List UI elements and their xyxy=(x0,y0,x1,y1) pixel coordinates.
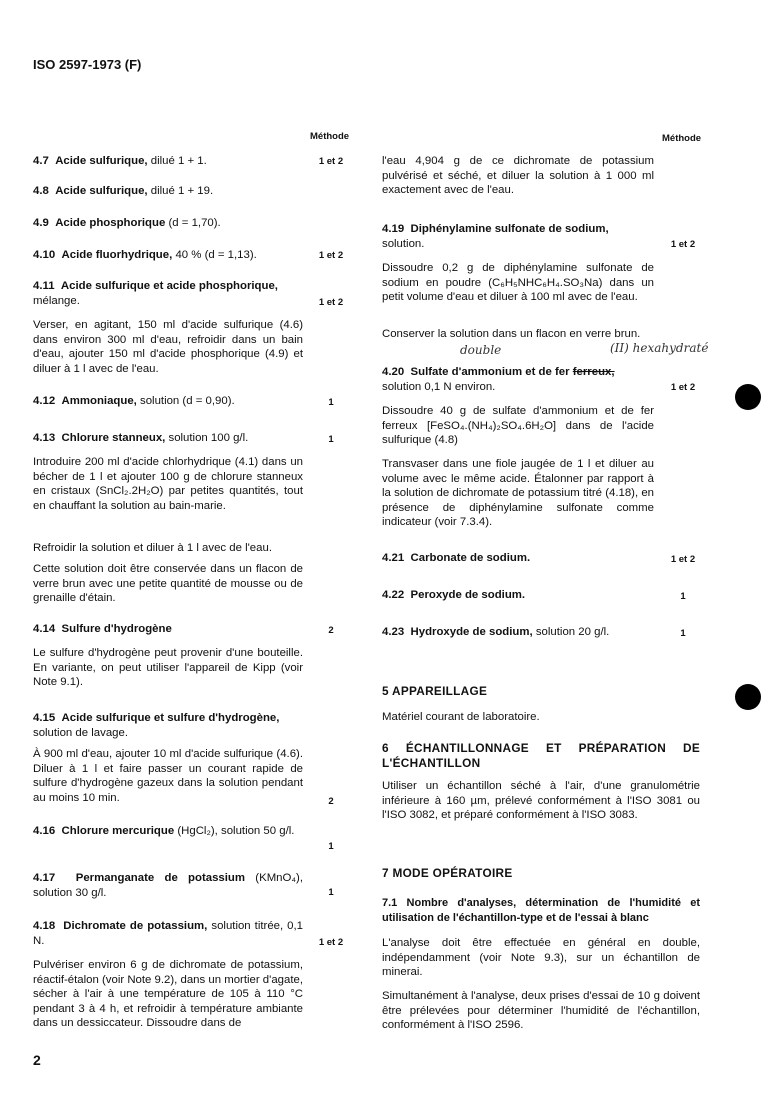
methode-4-14: 2 xyxy=(328,625,334,636)
item-4-20-heading: 4.20 Sulfate d'ammonium et de fer ferreux, solution 0,1 N environ. xyxy=(382,366,615,393)
item-4-14-body: Le sulfure d'hydrogène peut provenir d'une bouteille. En variante, on peut utiliser l'appareil de Kipp (voir Note 9.1). xyxy=(33,647,303,688)
item-4-13-body-1: Introduire 200 ml d'acide chlorhydrique (4.1) dans un bécher de 1 l et ajouter 100 g de chlorure stanneux en cristaux (SnCl₂.2H₂O) par petites quantités, tout en chauffant la solution au bain-marie. xyxy=(33,456,303,512)
page-number: 2 xyxy=(33,1052,41,1068)
methode-4-12: 1 xyxy=(328,397,334,408)
document-header: ISO 2597-1973 (F) xyxy=(33,57,142,72)
item-4-19-heading: 4.19 Diphénylamine sulfonate de sodium, solution. xyxy=(382,223,609,250)
item-4-21: 4.21 Carbonate de sodium. xyxy=(382,552,531,564)
item-4-18-heading: 4.18 Dichromate de potassium, solution titrée, 0,1 N. xyxy=(33,920,304,947)
item-4-15-heading: 4.15 Acide sulfurique et sulfure d'hydrogène, solution de lavage. xyxy=(33,712,280,739)
methode-4-16: 1 xyxy=(328,841,334,852)
methode-column-label-left: Méthode xyxy=(310,131,350,142)
item-4-11-body: Verser, en agitant, 150 ml d'acide sulfurique (4.6) dans environ 300 ml d'eau, refroidir dans un bain d'eau, ajouter 150 ml d'acide phosphorique (4.9) et diluer à 1 l avec de l'eau. xyxy=(33,319,303,375)
item-4-7: 4.7 Acide sulfurique, dilué 1 + 1. xyxy=(33,155,207,167)
item-4-9: 4.9 Acide phosphorique (d = 1,70). xyxy=(33,217,221,229)
item-4-13-heading: 4.13 Chlorure stanneux, solution 100 g/l. xyxy=(33,432,249,444)
methode-4-21: 1 et 2 xyxy=(670,554,696,565)
item-4-13-body-3: Cette solution doit être conservée dans un flacon de verre brun avec une petite quantité de mousse ou de grenaille d'étain. xyxy=(33,563,303,604)
item-4-10: 4.10 Acide fluorhydrique, 40 % (d = 1,13). xyxy=(33,249,257,261)
methode-4-22: 1 xyxy=(680,591,686,602)
section-7-1-title: 7.1 Nombre d'analyses, détermination de l'humidité et utilisation de l'échantillon-type et de l'essai à blanc xyxy=(382,897,700,924)
item-4-18-continuation: l'eau 4,904 g de ce dichromate de potassium pulvérisé et séché, et diluer la solution à 1 000 ml exactement avec de l'eau. xyxy=(382,155,654,196)
punch-hole-top xyxy=(735,384,761,410)
item-4-19-body-2: Conserver la solution dans un flacon en verre brun. xyxy=(382,328,641,340)
item-4-23: 4.23 Hydroxyde de sodium, solution 20 g/l. xyxy=(382,626,610,638)
section-6-title: 6 ÉCHANTILLONNAGE ET PRÉPARATION DE L'ÉCHANTILLON xyxy=(382,741,700,770)
item-4-13-body-2: Refroidir la solution et diluer à 1 l avec de l'eau. xyxy=(33,542,272,554)
methode-column-label-right: Méthode xyxy=(662,133,702,144)
section-5-body: Matériel courant de laboratoire. xyxy=(382,711,540,723)
section-7-1-body-2: Simultanément à l'analyse, deux prises d'essai de 10 g doivent être prélevées pour déterminer l'humidité de l'échantillon, conformément à l'ISO 2596. xyxy=(382,990,700,1031)
handwritten-annotation-double: double xyxy=(460,343,502,357)
item-4-22: 4.22 Peroxyde de sodium. xyxy=(382,589,526,601)
item-4-19-body-1: Dissoudre 0,2 g de diphénylamine sulfonate de sodium en poudre (C₆H₅NHC₆H₄.SO₃Na) dans un petit volume d'eau et diluer à 100 ml avec de l'eau. xyxy=(382,262,654,303)
punch-hole-bottom xyxy=(735,684,761,710)
item-4-11-heading: 4.11 Acide sulfurique et acide phosphorique, mélange. xyxy=(33,280,278,307)
handwritten-annotation-hexahydrate: (II) hexahydraté xyxy=(610,341,709,355)
item-4-17: 4.17 Permanganate de potassium (KMnO₄), solution 30 g/l. xyxy=(33,872,303,899)
struck-text-ferreux: ferreux, xyxy=(572,366,615,378)
item-4-14-heading: 4.14 Sulfure d'hydrogène xyxy=(33,623,172,635)
methode-4-18: 1 et 2 xyxy=(318,937,344,948)
section-5-title: 5 APPAREILLAGE xyxy=(382,684,488,698)
item-4-8: 4.8 Acide sulfurique, dilué 1 + 19. xyxy=(33,185,214,197)
item-4-18-body: Pulvériser environ 6 g de dichromate de potassium, réactif-étalon (voir Note 9.2), dans un mortier d'agate, sécher à l'air à une température de 105 à 110 °C pendant 3 à 4 h, et refroidir à température ambiante dans un dessiccateur. Dissoudre dans de xyxy=(33,959,303,1029)
methode-4-10: 1 et 2 xyxy=(318,250,344,261)
section-6-body: Utiliser un échantillon séché à l'air, d'une granulométrie inférieure à 160 µm, prélevé conformément à l'ISO 3081 ou l'ISO 3082, et préparé conformément à l'ISO 3083. xyxy=(382,780,700,821)
methode-4-11: 1 et 2 xyxy=(318,297,344,308)
methode-4-23: 1 xyxy=(680,628,686,639)
section-7-title: 7 MODE OPÉRATOIRE xyxy=(382,866,513,880)
methode-4-20: 1 et 2 xyxy=(670,382,696,393)
methode-4-13: 1 xyxy=(328,434,334,445)
item-4-16: 4.16 Chlorure mercurique (HgCl₂), solution 50 g/l. xyxy=(33,825,295,837)
methode-4-7: 1 et 2 xyxy=(318,156,344,167)
section-7-1-body-1: L'analyse doit être effectuée en général en double, indépendamment (voir Note 9.3), sur un échantillon de minerai. xyxy=(382,937,700,978)
item-4-20-body-1: Dissoudre 40 g de sulfate d'ammonium et de fer ferreux [FeSO₄.(NH₄)₂SO₄.6H₂O] dans de l'acide sulfurique (4.8) xyxy=(382,405,654,446)
item-4-20-body-2: Transvaser dans une fiole jaugée de 1 l et diluer au volume avec le même acide. Étalonner par rapport à la solution de dichromate de potassium titré (4.18), en présence de diphénylamine sulfonate comme indicateur (voir 7.3.4). xyxy=(382,458,654,528)
methode-4-19: 1 et 2 xyxy=(670,239,696,250)
item-4-12: 4.12 Ammoniaque, solution (d = 0,90). xyxy=(33,395,235,407)
methode-4-17: 1 xyxy=(328,887,334,898)
methode-4-15: 2 xyxy=(328,796,334,807)
item-4-15-body: À 900 ml d'eau, ajouter 10 ml d'acide sulfurique (4.6). Diluer à 1 l et faire passer un courant rapide de sulfure d'hydrogène gazeux dans la solution pendant au moins 10 min. xyxy=(33,748,303,804)
